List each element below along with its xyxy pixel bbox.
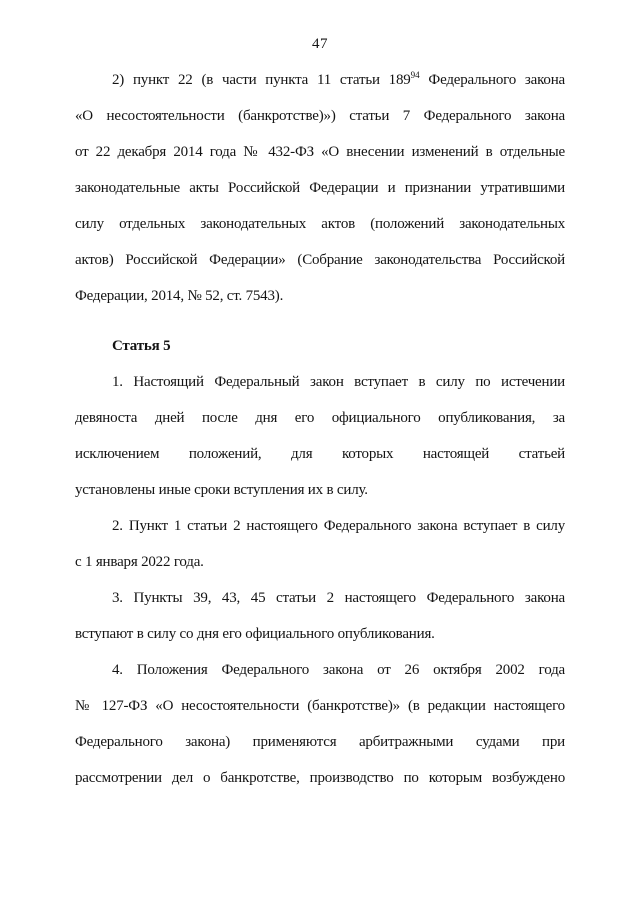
text-line: с 1 января 2022 года. xyxy=(75,554,204,570)
text-line: установлены иные сроки вступления их в силу. xyxy=(75,482,368,498)
text-line: «О несостоятельности (банкротстве)») статьи 7 Федерального закона xyxy=(75,108,565,124)
article-5-heading: Статья 5 xyxy=(112,338,171,354)
text-line: девяноста дней после дня его официального опубликования, за xyxy=(75,410,565,426)
paragraph-subitem-22 xyxy=(75,62,565,314)
text-line: 4. Положения Федерального закона от 26 октября 2002 года xyxy=(112,662,565,678)
paragraph-item-2 xyxy=(75,508,565,580)
text-run: 2) пункт 22 (в части пункта 11 статьи 189 xyxy=(112,72,411,88)
text-line: 2. Пункт 1 статьи 2 настоящего Федерального закона вступает в силу xyxy=(112,518,565,534)
text-line: актов) Российской Федерации» (Собрание законодательства Российской xyxy=(75,252,565,268)
text-line: Федерации, 2014, № 52, ст. 7543). xyxy=(75,288,284,304)
page-number: 47 xyxy=(312,36,328,52)
text-line: силу отдельных законодательных актов (положений законодательных xyxy=(75,216,565,232)
text-line: исключением положений, для которых настоящей статьей xyxy=(75,446,565,462)
text-line xyxy=(75,62,565,98)
text-run: Федерального закона xyxy=(419,72,565,88)
text-line: от 22 декабря 2014 года № 432-ФЗ «О внесении изменений в отдельные xyxy=(75,144,565,160)
footnote-superscript: 94 xyxy=(410,70,420,80)
text-line: Федерального закона) применяются арбитражными судами при xyxy=(75,734,565,750)
paragraph-item-3 xyxy=(75,580,565,652)
text-line: рассмотрении дел о банкротстве, производство по которым возбуждено xyxy=(75,770,565,786)
text-line: № 127-ФЗ «О несостоятельности (банкротстве)» (в редакции настоящего xyxy=(75,698,565,714)
text-line: 3. Пункты 39, 43, 45 статьи 2 настоящего Федерального закона xyxy=(112,590,565,606)
text-line: вступают в силу со дня его официального опубликования. xyxy=(75,626,435,642)
paragraph-item-4 xyxy=(75,652,565,796)
text-line: законодательные акты Российской Федерации и признании утратившими xyxy=(75,180,565,196)
text-line: 1. Настоящий Федеральный закон вступает в силу по истечении xyxy=(112,374,565,390)
paragraph-item-1 xyxy=(75,364,565,508)
